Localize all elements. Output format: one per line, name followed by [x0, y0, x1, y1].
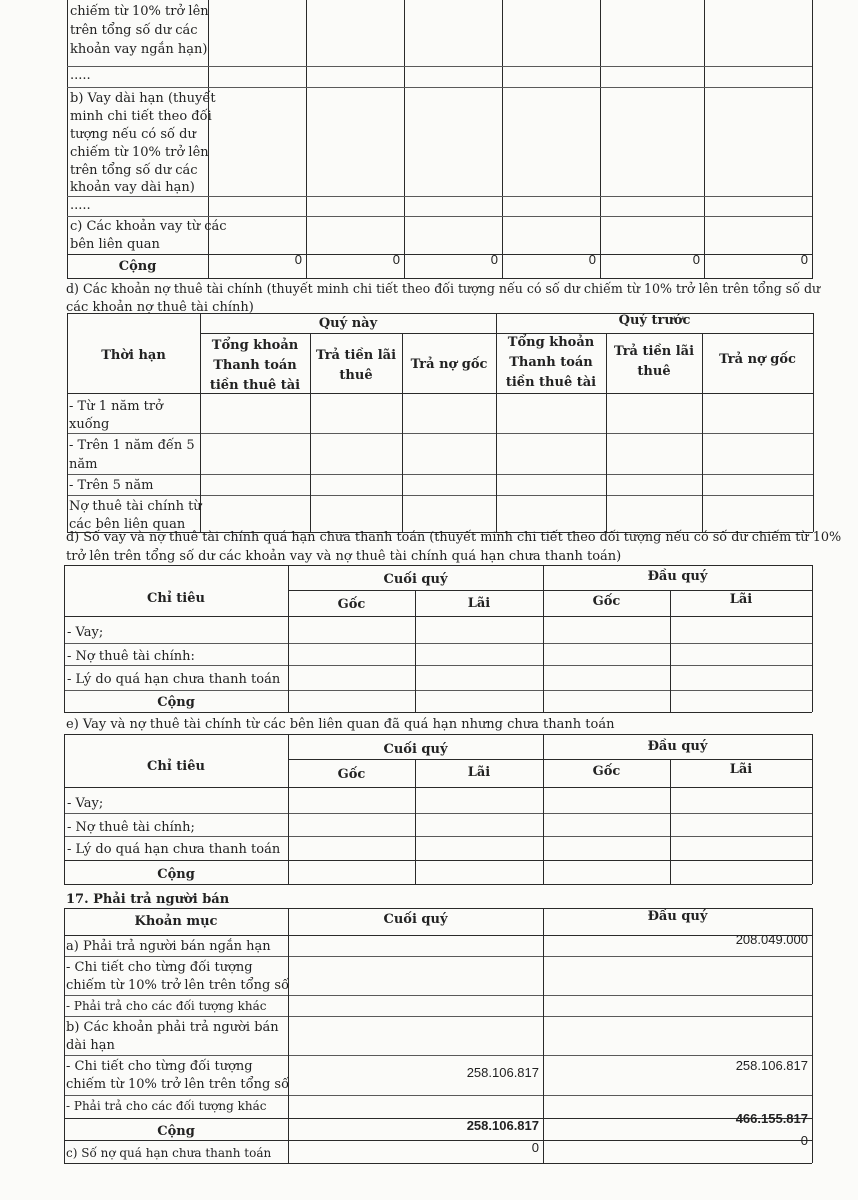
- top-ellipsis-2: .....: [70, 198, 91, 213]
- section-dd-group-begin: Đầu quý: [647, 569, 708, 584]
- section-dd-end-interest: Lãi: [467, 596, 491, 611]
- section-e-row-1: - Vay;: [67, 796, 104, 811]
- section-d-row1-line1: - Từ 1 năm trở: [69, 399, 163, 414]
- section-dd-row-3: - Lý do quá hạn chưa thanh toán: [67, 672, 281, 687]
- top-row-b-line4: chiếm từ 10% trở lên: [70, 145, 209, 160]
- top-row-c-line2: bên liên quan: [70, 237, 160, 252]
- section-d-title-1: d) Các khoản nợ thuê tài chính (thuyết minh chi tiết theo đối tượng nếu có số dư chiếm từ 10% trở lên trên tổng số dư: [66, 281, 821, 296]
- top-total-4: 0: [588, 252, 596, 267]
- top-row-b-line2: minh chi tiết theo đối: [70, 109, 212, 124]
- section-d-prior-interest-2: thuê: [637, 364, 671, 379]
- section-17-row-a-begin: 208.049.000: [735, 932, 808, 947]
- section-d-group-prior: Quý trước: [618, 313, 691, 328]
- section-dd-group-end: Cuối quý: [383, 572, 448, 587]
- section-17-col-begin: Đầu quý: [647, 909, 708, 924]
- section-e-col-item: Chỉ tiêu: [147, 759, 205, 774]
- section-d-row2-line2: năm: [69, 457, 98, 472]
- section-dd-title-2: trở lên trên tổng số dư các khoản vay và nợ thuê tài chính quá hạn chưa thanh toán): [66, 549, 622, 564]
- section-17-row-b-other: - Phải trả cho các đối tượng khác: [66, 1099, 267, 1113]
- section-e-title: e) Vay và nợ thuê tài chính từ các bên liên quan đã quá hạn nhưng chưa thanh toán: [66, 717, 615, 732]
- section-d-row4-line2: các bên liên quan: [69, 517, 186, 532]
- top-row-b-line3: tượng nếu có số dư: [70, 127, 196, 142]
- section-d-cur-total-1: Tổng khoản: [211, 338, 299, 353]
- section-17-row-b-2: dài hạn: [66, 1038, 115, 1053]
- top-total-3: 0: [490, 252, 498, 267]
- section-d-row3: - Trên 5 năm: [69, 478, 154, 493]
- section-dd-row-2: - Nợ thuê tài chính:: [67, 649, 195, 664]
- section-d-cur-total-3: tiền thuê tài: [209, 378, 301, 393]
- section-17-row-c: c) Số nợ quá hạn chưa thanh toán: [66, 1146, 272, 1160]
- section-dd-title-1: đ) Số vay và nợ thuê tài chính quá hạn chưa thanh toán (thuyết minh chi tiết theo đối tượng nếu có số dư chiếm từ 10%: [66, 530, 842, 545]
- section-d-cur-principal: Trả nợ gốc: [410, 357, 488, 372]
- section-17-total-label: Cộng: [157, 1124, 195, 1139]
- section-dd-end-principal: Gốc: [337, 597, 366, 612]
- section-d-row1-line2: xuống: [69, 417, 110, 432]
- section-17-row-a-detail-1: - Chi tiết cho từng đối tượng: [66, 960, 253, 975]
- section-17-title: 17. Phải trả người bán: [66, 892, 230, 907]
- section-d-title-2: các khoản nợ thuê tài chính): [66, 300, 254, 315]
- section-dd-row-1: - Vay;: [67, 625, 104, 640]
- top-row-b-line6: khoản vay dài hạn): [70, 180, 195, 195]
- section-e-group-end: Cuối quý: [383, 742, 448, 757]
- top-total-6: 0: [800, 252, 808, 267]
- section-d-row4-line1: Nợ thuê tài chính từ: [69, 499, 202, 514]
- section-17-col-end: Cuối quý: [383, 912, 448, 927]
- section-17-row-a-detail-2: chiếm từ 10% trở lên trên tổng số: [66, 978, 290, 993]
- top-total-label: Cộng: [118, 259, 157, 274]
- section-e-end-principal: Gốc: [337, 767, 366, 782]
- section-17-row-c-end: 0: [531, 1140, 539, 1155]
- section-17-row-b-detail-begin: 258.106.817: [735, 1058, 808, 1073]
- section-d-col-term: Thời hạn: [101, 348, 166, 363]
- top-row-a-line3: khoản vay ngắn hạn): [70, 42, 208, 57]
- section-d-row2-line1: - Trên 1 năm đến 5: [69, 438, 195, 453]
- section-d-prior-total-3: tiền thuê tài: [505, 375, 597, 390]
- section-17-row-a-other: - Phải trả cho các đối tượng khác: [66, 999, 267, 1013]
- section-17-total-begin: 466.155.817: [735, 1111, 808, 1126]
- section-e-begin-interest: Lãi: [729, 762, 753, 777]
- top-total-2: 0: [392, 252, 400, 267]
- top-row-b-line5: trên tổng số dư các: [70, 163, 198, 178]
- top-row-c-line1: c) Các khoản vay từ các: [70, 219, 227, 234]
- section-17-row-b-detail-end: 258.106.817: [466, 1065, 539, 1080]
- section-d-group-current: Quý này: [318, 316, 378, 331]
- section-17-row-b-1: b) Các khoản phải trả người bán: [66, 1020, 279, 1035]
- top-ellipsis-1: .....: [70, 68, 91, 83]
- section-e-row-3: - Lý do quá hạn chưa thanh toán: [67, 842, 281, 857]
- section-e-end-interest: Lãi: [467, 765, 491, 780]
- section-d-cur-total-2: Thanh toán: [213, 358, 297, 373]
- section-17-total-end: 258.106.817: [466, 1118, 539, 1133]
- section-17-col-item: Khoản mục: [134, 914, 218, 929]
- section-dd-total: Cộng: [157, 695, 195, 710]
- section-dd-col-item: Chỉ tiêu: [147, 591, 205, 606]
- section-d-prior-interest-1: Trả tiền lãi: [613, 344, 695, 359]
- section-17-row-c-begin: 0: [800, 1133, 808, 1148]
- section-e-begin-principal: Gốc: [592, 764, 621, 779]
- top-total-1: 0: [294, 252, 302, 267]
- section-dd-begin-principal: Gốc: [592, 594, 621, 609]
- section-dd-begin-interest: Lãi: [729, 592, 753, 607]
- section-d-prior-total-1: Tổng khoản: [507, 335, 595, 350]
- section-17-row-a: a) Phải trả người bán ngắn hạn: [66, 939, 271, 954]
- top-row-b-line1: b) Vay dài hạn (thuyết: [70, 91, 216, 106]
- top-row-a-line1: chiếm từ 10% trở lên: [70, 4, 209, 19]
- top-total-5: 0: [692, 252, 700, 267]
- section-d-cur-interest-2: thuê: [339, 368, 373, 383]
- section-d-prior-total-2: Thanh toán: [509, 355, 593, 370]
- section-e-total: Cộng: [157, 867, 195, 882]
- section-e-group-begin: Đầu quý: [647, 739, 708, 754]
- section-d-prior-principal: Trả nợ gốc: [719, 352, 796, 367]
- top-row-a-line2: trên tổng số dư các: [70, 23, 198, 38]
- section-e-row-2: - Nợ thuê tài chính;: [67, 820, 195, 835]
- section-d-cur-interest-1: Trả tiền lãi: [315, 348, 397, 363]
- section-17-row-b-detail-1: - Chi tiết cho từng đối tượng: [66, 1059, 253, 1074]
- section-17-row-b-detail-2: chiếm từ 10% trở lên trên tổng số: [66, 1077, 290, 1092]
